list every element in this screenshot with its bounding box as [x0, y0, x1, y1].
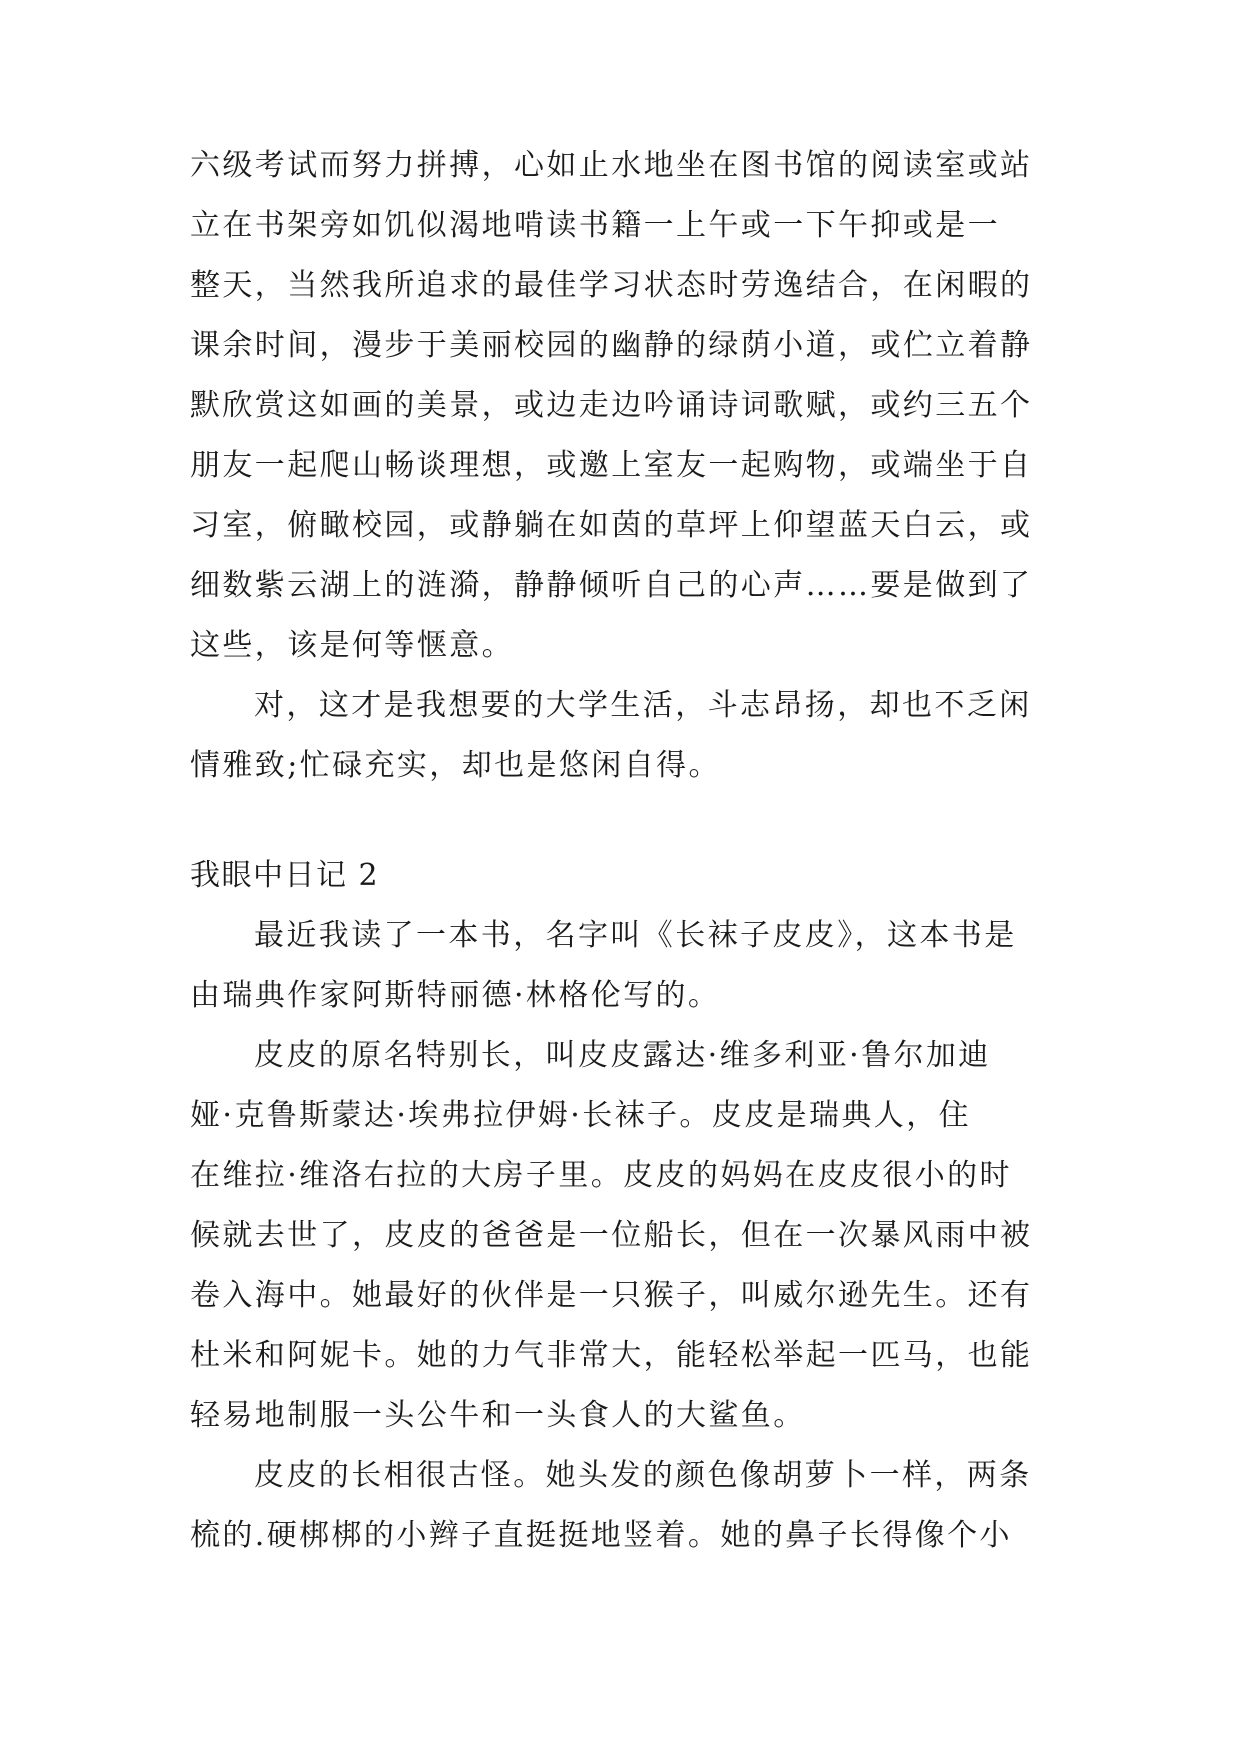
- text-line: 整天，当然我所追求的最佳学习状态时劳逸结合，在闲暇的: [190, 268, 1033, 303]
- paragraph-character: [190, 1026, 1060, 1446]
- text-line: 最近我读了一本书，名字叫《长袜子皮皮》，这本书是: [254, 918, 1017, 953]
- text-line: 立在书架旁如饥似渴地啃读书籍一上午或一下午抑或是一: [190, 208, 1000, 243]
- text-line: 由瑞典作家阿斯特丽德·林格伦写的。: [190, 978, 721, 1013]
- section-spacer: [190, 796, 1060, 846]
- paragraph-continued: [190, 136, 1060, 676]
- text-line: 轻易地制服一头公牛和一头食人的大鲨鱼。: [190, 1398, 806, 1433]
- text-line: 卷入海中。她最好的伙伴是一只猴子，叫威尔逊先生。还有: [190, 1278, 1033, 1313]
- section-heading: 我眼中日记 2: [190, 858, 380, 893]
- text-line: 在维拉·维洛右拉的大房子里。皮皮的妈妈在皮皮很小的时: [190, 1158, 1012, 1193]
- text-line: 对，这才是我想要的大学生活，斗志昂扬，却也不乏闲: [254, 688, 1032, 723]
- text-line: 杜米和阿妮卡。她的力气非常大，能轻松举起一匹马，也能: [190, 1338, 1033, 1373]
- paragraph-conclusion: [190, 676, 1060, 796]
- text-line: 默欣赏这如画的美景，或边走边吟诵诗词歌赋，或约三五个: [190, 388, 1033, 423]
- text-line: 皮皮的原名特别长，叫皮皮露达·维多利亚·鲁尔加迪: [254, 1038, 991, 1073]
- text-line: 六级考试而努力拼搏，心如止水地坐在图书馆的阅读室或站: [190, 148, 1033, 183]
- text-line: 娅·克鲁斯蒙达·埃弗拉伊姆·长袜子。皮皮是瑞典人，住: [190, 1098, 972, 1133]
- text-line: 这些，该是何等惬意。: [190, 628, 514, 663]
- text-line: 细数紫云湖上的涟漪，静静倾听自己的心声……要是做到了: [190, 568, 1033, 603]
- paragraph-intro: [190, 906, 1060, 1026]
- text-line: 皮皮的长相很古怪。她头发的颜色像胡萝卜一样，两条: [254, 1458, 1032, 1493]
- paragraph-appearance: [190, 1446, 1060, 1566]
- text-line: 梳的.硬梆梆的小辫子直挺挺地竖着。她的鼻子长得像个小: [190, 1518, 1012, 1553]
- text-line: 课余时间，漫步于美丽校园的幽静的绿荫小道，或伫立着静: [190, 328, 1033, 363]
- text-line: 朋友一起爬山畅谈理想，或邀上室友一起购物，或端坐于自: [190, 448, 1033, 483]
- text-line: 候就去世了，皮皮的爸爸是一位船长，但在一次暴风雨中被: [190, 1218, 1033, 1253]
- text-line: 习室，俯瞰校园，或静躺在如茵的草坪上仰望蓝天白云，或: [190, 508, 1033, 543]
- text-line: 情雅致;忙碌充实，却也是悠闲自得。: [190, 748, 721, 783]
- document-body: [190, 136, 1060, 1566]
